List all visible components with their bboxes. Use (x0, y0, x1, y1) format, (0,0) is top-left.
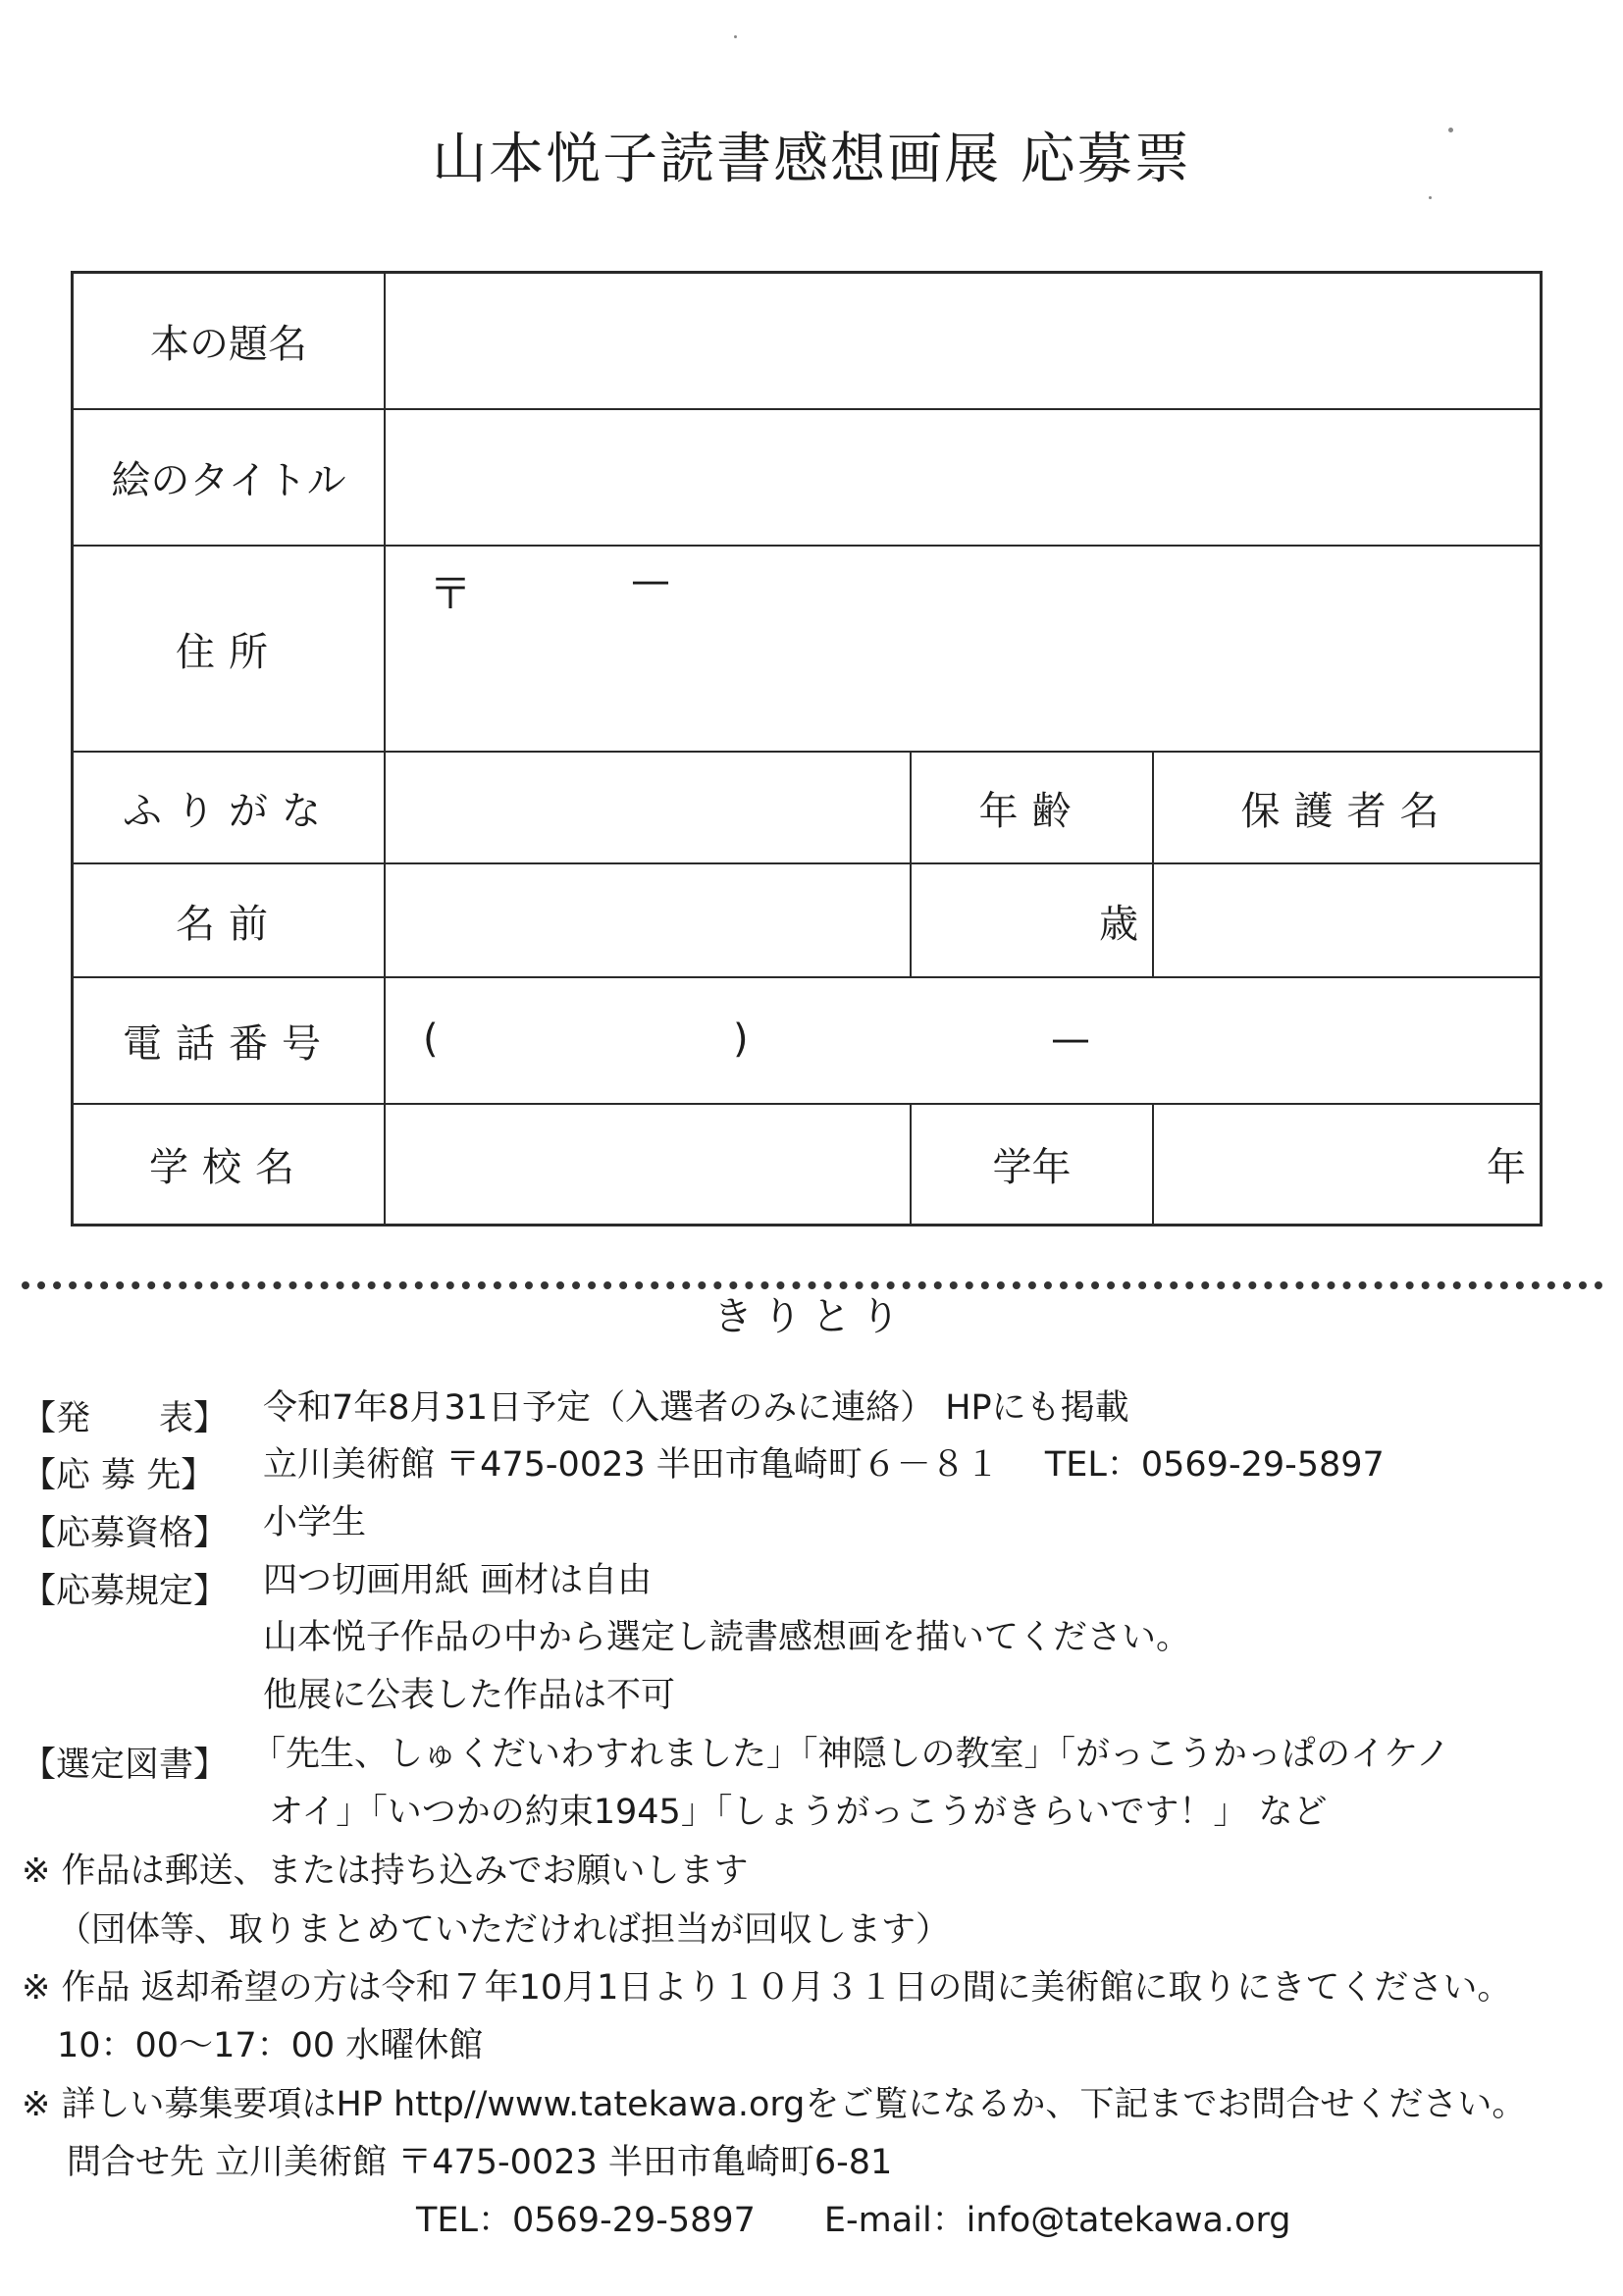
eligibility-label: 【応募資格】 (22, 1514, 229, 1553)
guardian-field[interactable] (1154, 864, 1540, 976)
postal-dash: — (631, 558, 670, 603)
note-line: ※ 作品は郵送、または持ち込みでお願いします (22, 1852, 749, 1891)
grade-label: 学年 (992, 1145, 1072, 1190)
rules-label: 【応募規定】 (22, 1572, 229, 1611)
art-title-field[interactable] (386, 410, 1540, 545)
contact-line: 問合せ先 立川美術館 〒475-0023 半田市亀崎町6-81 (67, 2143, 893, 2182)
furigana-field[interactable] (386, 753, 910, 862)
school-field[interactable] (386, 1105, 910, 1224)
age-unit: 歳 (1099, 901, 1138, 947)
submit-label: 【応 募 先】 (22, 1456, 216, 1495)
announce-label: 【発 表】 (22, 1399, 229, 1438)
note-line: （団体等、取りまとめていただければ担当が回収します） (57, 1910, 951, 1950)
cut-line-label: きりとり (713, 1294, 910, 1339)
eligibility-text: 小学生 (263, 1503, 367, 1542)
entry-form (71, 271, 1543, 1226)
name-label: 名前 (176, 901, 282, 947)
scan-speck (1448, 128, 1453, 132)
books-line: オイ」「いつかの約束1945」「しょうがっこうがきらいです！」 など (269, 1793, 1328, 1832)
furigana-label: ふりがな (123, 788, 335, 834)
address-label: 住所 (176, 629, 282, 675)
phone-close-paren: ) (733, 1017, 749, 1062)
books-label: 【選定図書】 (22, 1746, 229, 1785)
phone-dash: — (1051, 1017, 1090, 1062)
rules-line: 他展に公表した作品は不可 (263, 1676, 676, 1715)
art-title-label: 絵のタイトル (111, 458, 346, 503)
note-line: 10：00〜17：00 水曜休館 (57, 2026, 484, 2065)
scan-speck (734, 35, 737, 38)
address-field[interactable] (386, 547, 1540, 751)
age-field[interactable] (912, 864, 1152, 976)
books-line: 「先生、しゅくだいわすれました」「神隠しの教室」「がっこうかっぱのイケノ (251, 1735, 1450, 1774)
grade-unit: 年 (1487, 1145, 1526, 1190)
submit-text: 立川美術館 〒475-0023 半田市亀崎町６－８１ TEL：0569-29-5897 (263, 1445, 1385, 1485)
name-field[interactable] (386, 864, 910, 976)
announce-text: 令和7年8月31日予定（入選者のみに連絡） HPにも掲載 (263, 1388, 1129, 1428)
phone-label: 電話番号 (123, 1021, 335, 1067)
page-title: 山本悦子読書感想画展 応募票 (432, 128, 1191, 191)
book-title-label: 本の題名 (150, 322, 307, 367)
age-label: 年齢 (978, 788, 1085, 834)
phone-field[interactable] (386, 978, 1540, 1103)
note-line: ※ 作品 返却希望の方は令和７年10月1日より１０月３１日の間に美術館に取りにきてください。 (22, 1968, 1512, 2008)
note-line: ※ 詳しい募集要項はHP http//www.tatekawa.orgをご覧になるか、下記までお問合せください。 (22, 2085, 1527, 2124)
book-title-field[interactable] (386, 274, 1540, 408)
school-label: 学校名 (149, 1145, 308, 1190)
contact-line: TEL：0569-29-5897 E-mail：info@tatekawa.org (416, 2201, 1291, 2240)
phone-open-paren: ( (423, 1017, 439, 1062)
rules-line: 四つ切画用紙 画材は自由 (263, 1561, 653, 1600)
rules-line: 山本悦子作品の中から選定し読書感想画を描いてください。 (263, 1618, 1191, 1657)
guardian-label: 保護者名 (1240, 788, 1453, 834)
scan-speck (1429, 196, 1432, 199)
grade-field[interactable] (1154, 1105, 1540, 1224)
postal-mark: 〒 (429, 569, 472, 619)
